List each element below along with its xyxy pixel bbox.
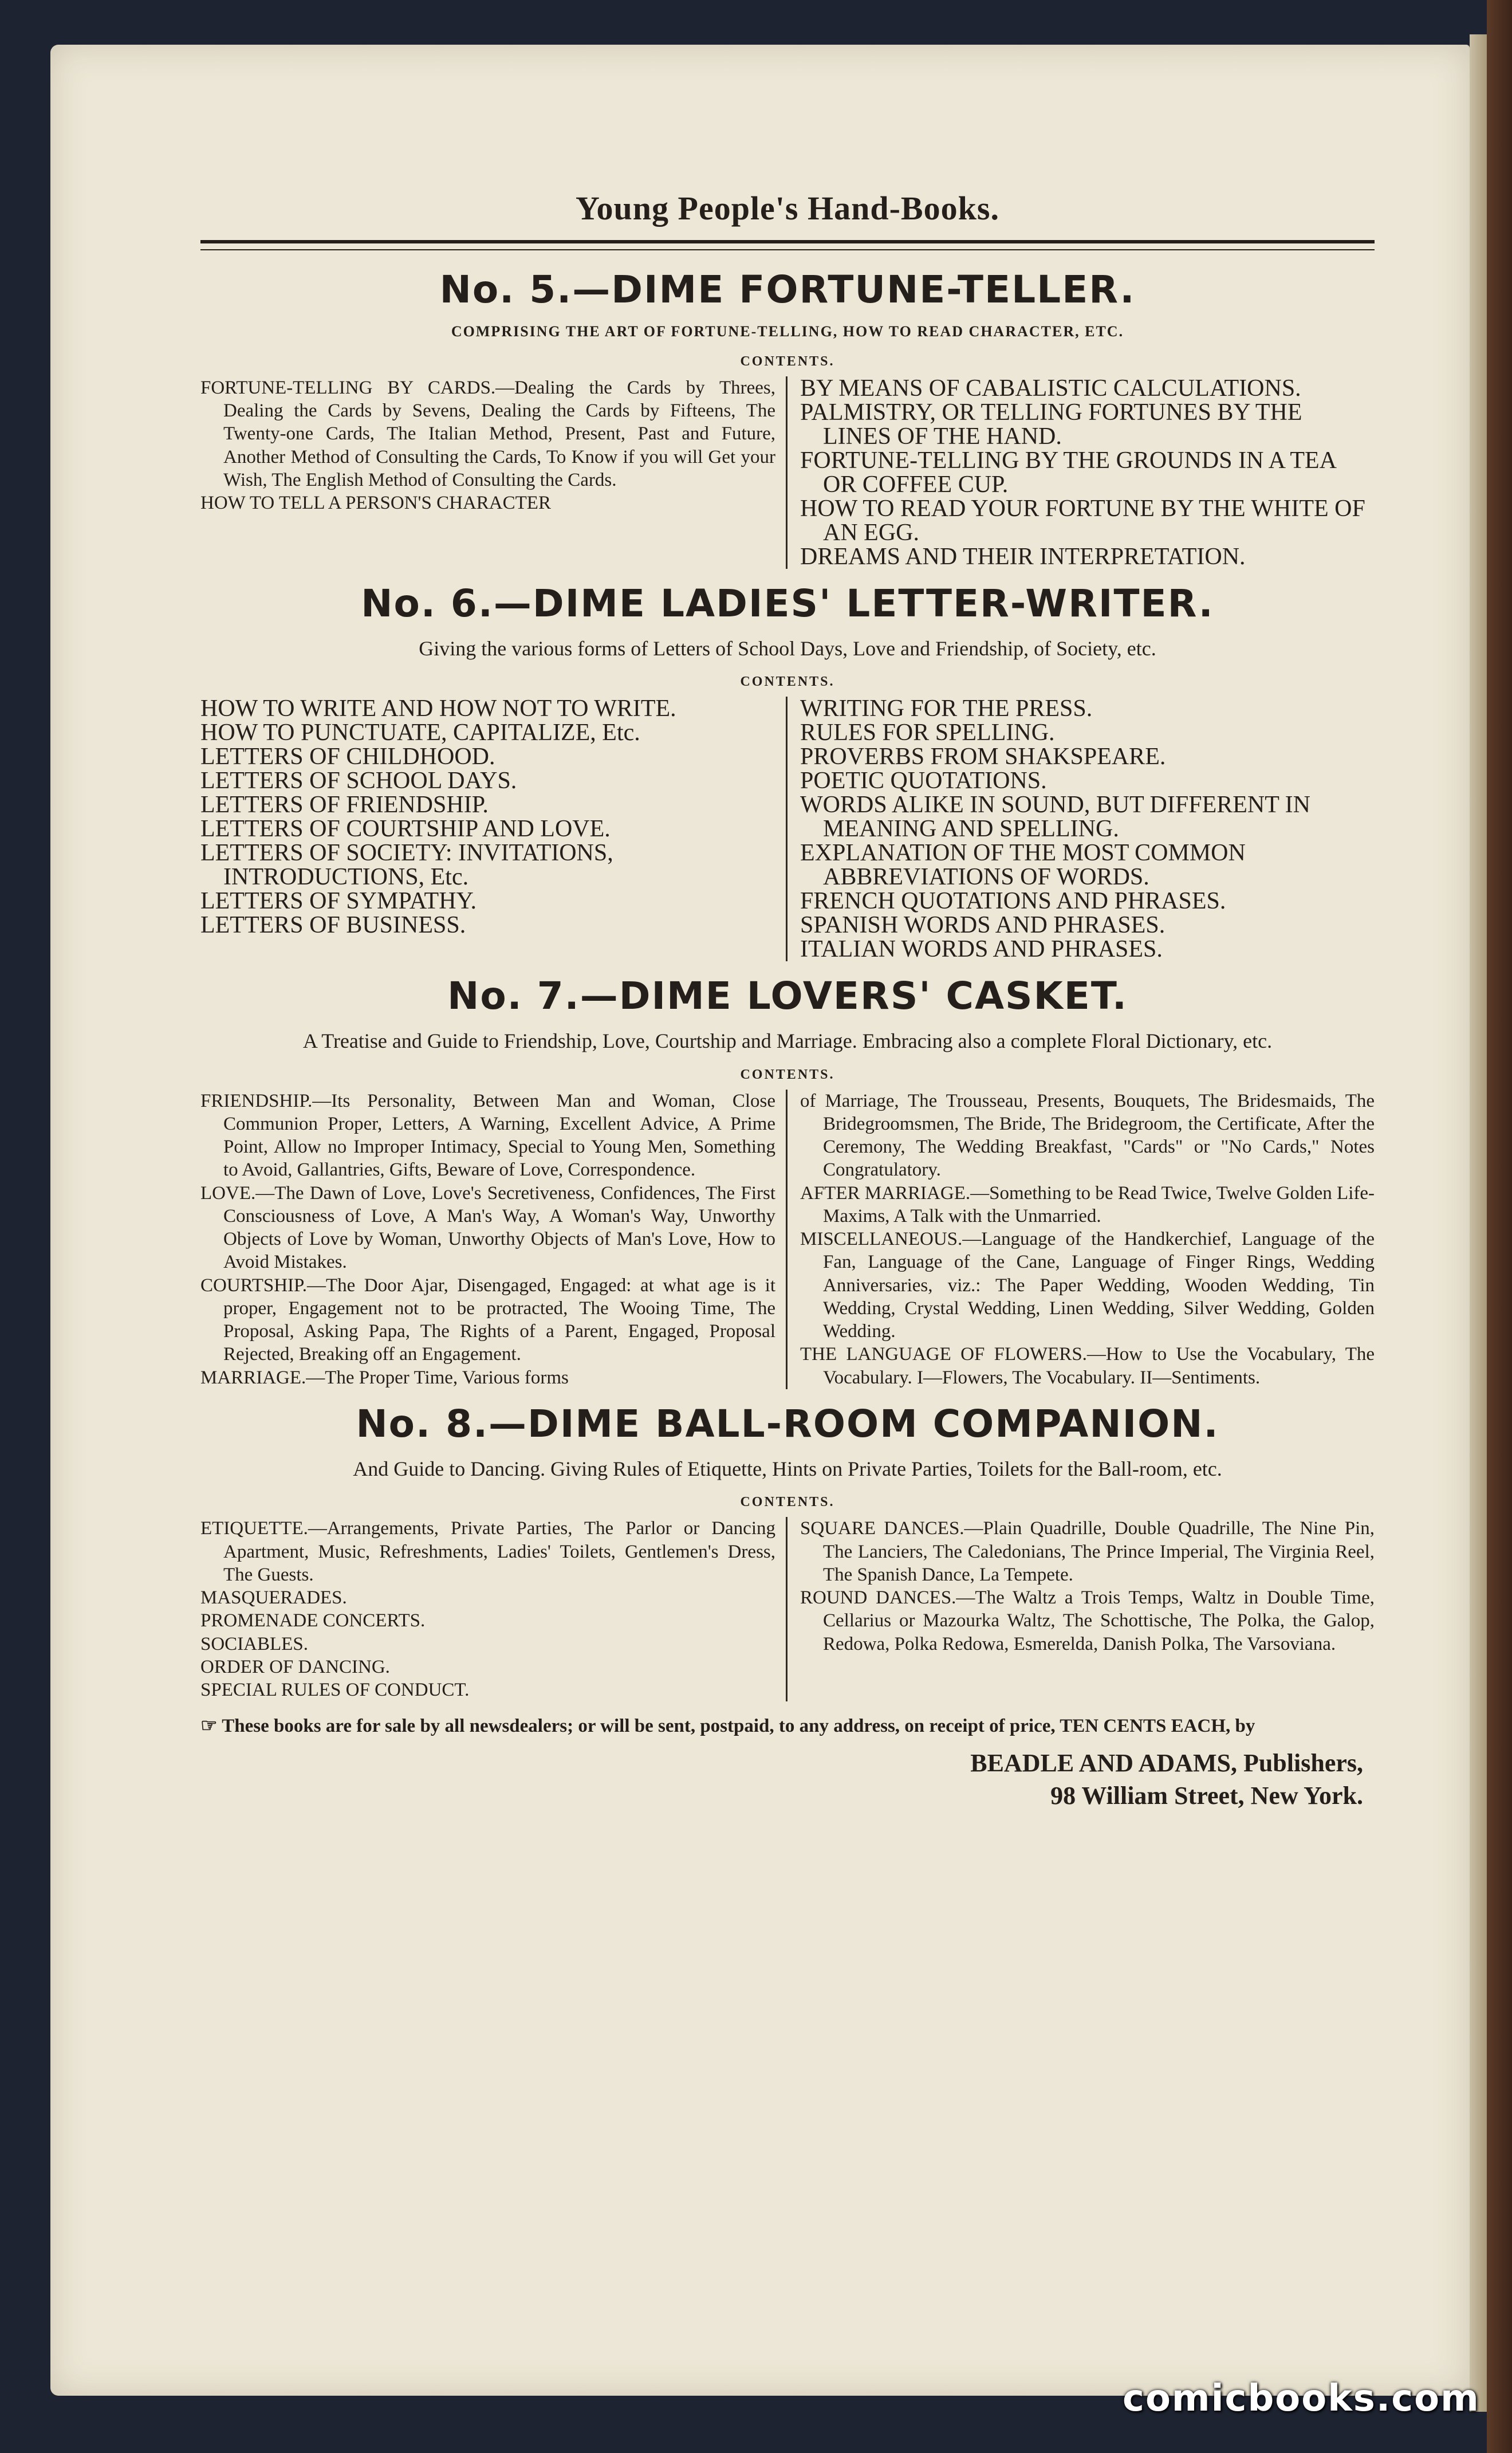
contents-columns xyxy=(200,1090,1375,1389)
contents-item: LETTERS OF FRIENDSHIP. xyxy=(200,792,489,819)
contents-item: SPECIAL RULES OF CONDUCT. xyxy=(200,1680,470,1701)
contents-item: WRITING FOR THE PRESS. xyxy=(800,695,1093,722)
contents-item: THE LANGUAGE OF FLOWERS.—How to Use the Vocabulary, The Vocabulary. I—Flowers, The Vocabulary. II—Sentiments. xyxy=(800,1344,1375,1388)
contents-item: AFTER MARRIAGE.—Something to be Read Twice, Twelve Golden Life-Maxims, A Talk with the Unmarried. xyxy=(800,1182,1375,1226)
book-subtitle: A Treatise and Guide to Friendship, Love, Courtship and Marriage. Embracing also a complete Floral Dictionary, etc. xyxy=(302,1029,1273,1053)
sales-note-text: These books are for sale by all newsdealers; or will be sent, postpaid, to any address, on receipt of price, TEN CENTS EACH, by xyxy=(222,1716,1255,1737)
contents-item: FORTUNE-TELLING BY CARDS.—Dealing the Cards by Threes, Dealing the Cards by Sevens, Dealing the Cards by Fifteens, The Twenty-one Cards, The Italian Method, Present, Past and Future, Another Method of Consulting the Cards, To Know if you will Get your Wish, The English Method of Consulting the Cards. xyxy=(200,377,775,490)
contents-left-column xyxy=(200,1517,788,1701)
book-cover-edge xyxy=(1487,0,1512,2453)
book-title: No. 7.—DIME LOVERS' CASKET. xyxy=(447,974,1128,1019)
contents-left-column xyxy=(200,697,788,961)
contents-item: HOW TO PUNCTUATE, CAPITALIZE, Etc. xyxy=(200,720,640,746)
contents-item: PROMENADE CONCERTS. xyxy=(200,1610,426,1632)
contents-item: COURTSHIP.—The Door Ajar, Disengaged, Engaged: at what age is it proper, Engagement not to be protracted, The Wooing Time, The Proposal, Asking Papa, The Rights of a Parent, Engaged, Proposal Rejected, Breaking off an Engagement. xyxy=(200,1275,775,1365)
book-subtitle: Giving the various forms of Letters of School Days, Love and Friendship, of Society, etc. xyxy=(419,636,1156,660)
contents-item: HOW TO TELL A PERSON'S CHARACTER xyxy=(200,493,551,514)
contents-item: MISCELLANEOUS.—Language of the Handkerchief, Language of the Fan, Language of the Cane, Language of Finger Rings, Wedding Anniversaries, viz.: The Paper Wedding, Wooden Wedding, Tin Wedding, Crystal Wedding, Linen Wedding, Silver Wedding, Golden Wedding. xyxy=(800,1229,1375,1342)
contents-item: LETTERS OF SOCIETY: INVITATIONS, INTRODUCTIONS, Etc. xyxy=(200,840,613,891)
pointing-hand-icon: ☞ xyxy=(200,1716,218,1737)
contents-item: PROVERBS FROM SHAKSPEARE. xyxy=(800,744,1166,771)
contents-item: LETTERS OF COURTSHIP AND LOVE. xyxy=(200,816,611,843)
page-content xyxy=(200,189,1375,1813)
contents-label: CONTENTS. xyxy=(740,1067,835,1082)
book-entry-no-5 xyxy=(200,268,1375,569)
contents-label: CONTENTS. xyxy=(740,1495,835,1510)
site-watermark: comicbooks.com xyxy=(1123,2377,1480,2420)
book-subtitle: COMPRISING THE ART OF FORTUNE-TELLING, HOW TO READ CHARACTER, ETC. xyxy=(451,323,1124,340)
contents-label: CONTENTS. xyxy=(740,674,835,690)
contents-item: SOCIABLES. xyxy=(200,1633,308,1654)
contents-item: FORTUNE-TELLING BY THE GROUNDS IN A TEA OR COFFEE CUP. xyxy=(800,447,1336,498)
contents-columns xyxy=(200,1517,1375,1701)
contents-columns xyxy=(200,376,1375,569)
contents-item: FRIENDSHIP.—Its Personality, Between Man and Woman, Close Communion Proper, Letters, A Warning, Excellent Advice, A Prime Point, Allow no Improper Intimacy, Special to Young Men, Something to Avoid, Gallantries, Gifts, Beware of Love, Correspondence. xyxy=(200,1090,775,1181)
contents-label: CONTENTS. xyxy=(740,353,835,369)
contents-item: HOW TO READ YOUR FORTUNE BY THE WHITE OF AN EGG. xyxy=(800,495,1365,546)
contents-item: SPANISH WORDS AND PHRASES. xyxy=(800,912,1166,939)
contents-item: ORDER OF DANCING. xyxy=(200,1656,390,1677)
contents-item: POETIC QUOTATIONS. xyxy=(800,768,1047,795)
contents-item: HOW TO WRITE AND HOW NOT TO WRITE. xyxy=(200,695,676,722)
contents-item: SQUARE DANCES.—Plain Quadrille, Double Quadrille, The Nine Pin, The Lanciers, The Caledonians, The Prince Imperial, The Virginia Reel, The Spanish Dance, La Tempete. xyxy=(800,1518,1375,1585)
contents-item: RULES FOR SPELLING. xyxy=(800,720,1055,746)
contents-right-column xyxy=(788,1090,1375,1389)
contents-right-column xyxy=(788,697,1375,961)
contents-item: LETTERS OF BUSINESS. xyxy=(200,912,466,939)
contents-item: PALMISTRY, OR TELLING FORTUNES BY THE LINES OF THE HAND. xyxy=(800,399,1302,450)
contents-item: DREAMS AND THEIR INTERPRETATION. xyxy=(800,543,1246,570)
series-title: Young People's Hand-Books. xyxy=(576,190,999,227)
publisher-address: 98 William Street, New York. xyxy=(1050,1782,1363,1810)
publisher-block xyxy=(200,1747,1375,1812)
contents-item: of Marriage, The Trousseau, Presents, Bouquets, The Bridesmaids, The Bridegroomsmen, The Bride, The Bridegroom, the Certificate, After the Ceremony, The Wedding Breakfast, "Cards" or "No Cards," Notes Congratulatory. xyxy=(800,1090,1375,1181)
contents-right-column xyxy=(788,376,1375,569)
contents-item: EXPLANATION OF THE MOST COMMON ABBREVIATIONS OF WORDS. xyxy=(800,840,1246,891)
contents-columns xyxy=(200,697,1375,961)
contents-item: MASQUERADES. xyxy=(200,1587,347,1609)
contents-item: ROUND DANCES.—The Waltz a Trois Temps, Waltz in Double Time, Cellarius or Mazourka Waltz, The Schottische, The Polka, the Galop, Redowa, Polka Redowa, Esmerelda, Danish Polka, The Varsoviana. xyxy=(800,1587,1375,1654)
book-title: No. 6.—DIME LADIES' LETTER-WRITER. xyxy=(361,581,1214,626)
contents-item: BY MEANS OF CABALISTIC CALCULATIONS. xyxy=(800,375,1301,402)
book-entry-no-7 xyxy=(200,974,1375,1389)
contents-item: LETTERS OF CHILDHOOD. xyxy=(200,744,495,771)
sales-note xyxy=(200,1714,1375,1739)
contents-item: ETIQUETTE.—Arrangements, Private Parties, The Parlor or Dancing Apartment, Music, Refreshments, Ladies' Toilets, Gentlemen's Dress, The Guests. xyxy=(200,1518,775,1585)
series-rule xyxy=(200,240,1375,250)
contents-left-column xyxy=(200,376,788,569)
contents-item: LOVE.—The Dawn of Love, Love's Secretiveness, Confidences, The First Consciousness of Love, A Man's Way, A Woman's Way, Unworthy Objects of Love by Woman, Unworthy Objects of Man's Love, How to Avoid Mistakes. xyxy=(200,1182,775,1273)
contents-item: MARRIAGE.—The Proper Time, Various forms xyxy=(200,1367,569,1388)
contents-right-column xyxy=(788,1517,1375,1701)
book-title: No. 8.—DIME BALL-ROOM COMPANION. xyxy=(356,1401,1219,1446)
book-entry-no-6 xyxy=(200,581,1375,961)
contents-item: LETTERS OF SYMPATHY. xyxy=(200,888,477,915)
contents-item: WORDS ALIKE IN SOUND, BUT DIFFERENT IN MEANING AND SPELLING. xyxy=(800,792,1310,843)
book-title: No. 5.—DIME FORTUNE-TELLER. xyxy=(439,268,1136,312)
book-subtitle: And Guide to Dancing. Giving Rules of Etiquette, Hints on Private Parties, Toilets for the Ball-room, etc. xyxy=(353,1457,1222,1480)
contents-item: LETTERS OF SCHOOL DAYS. xyxy=(200,768,517,795)
book-entry-no-8 xyxy=(200,1402,1375,1701)
contents-item: ITALIAN WORDS AND PHRASES. xyxy=(800,936,1163,963)
contents-item: FRENCH QUOTATIONS AND PHRASES. xyxy=(800,888,1226,915)
contents-left-column xyxy=(200,1090,788,1389)
publisher-name: BEADLE AND ADAMS, Publishers, xyxy=(970,1749,1363,1778)
